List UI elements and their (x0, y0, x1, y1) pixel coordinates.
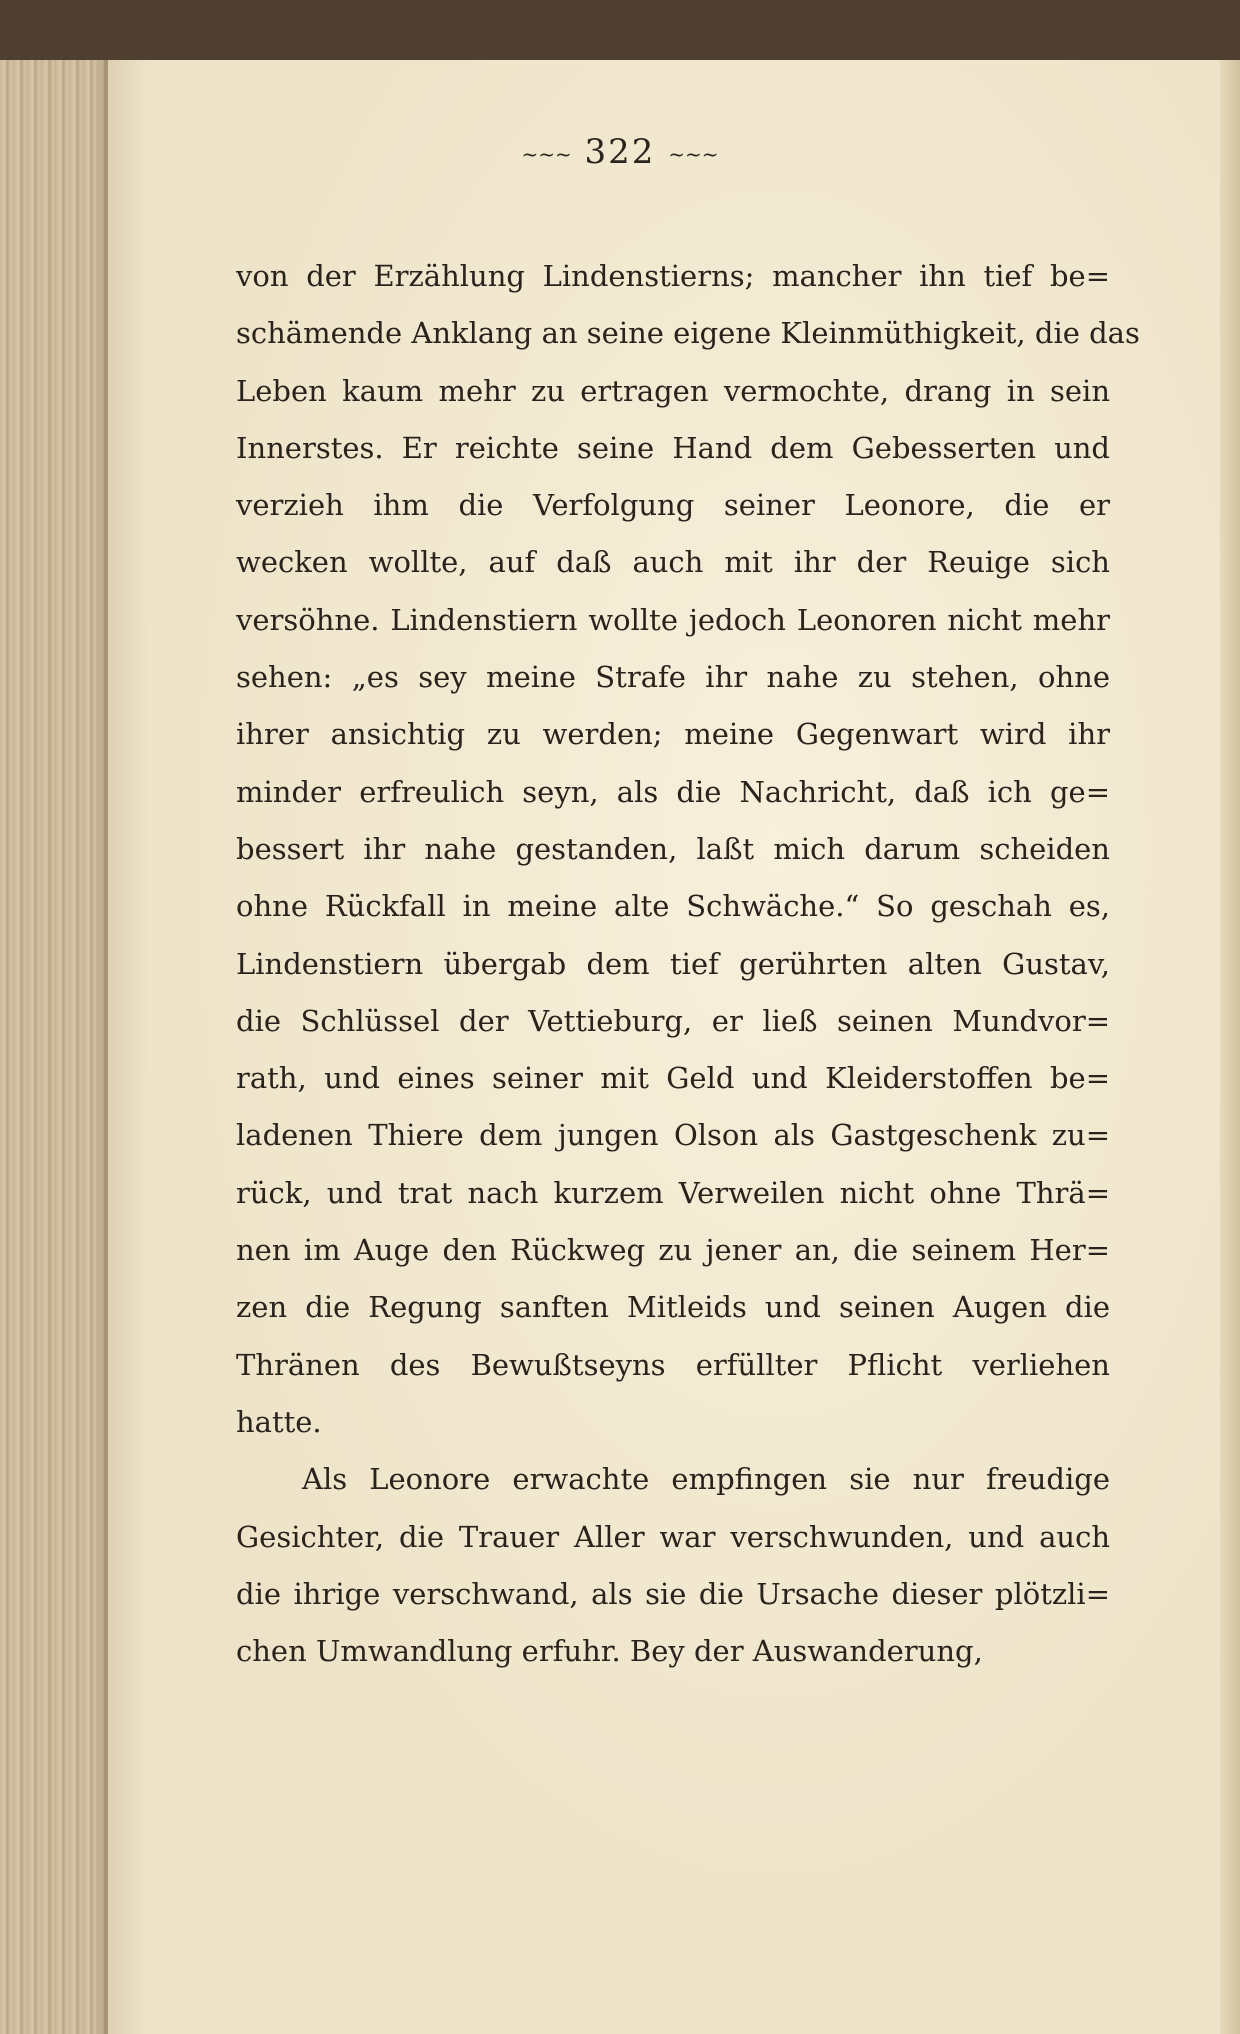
text-line: versöhne. Lindenstiern wollte jedoch Leonoren nicht mehr (236, 602, 1110, 637)
text-line: von der Erzählung Lindenstierns; mancher ihn tief be= (236, 259, 1110, 293)
text-line: ihrer ansichtig zu werden; meine Gegenwart wird ihr (236, 717, 1110, 752)
text-line: Thränen des Bewußtseyns erfüllter Pflicht verliehen (236, 1347, 1110, 1382)
body-text (236, 248, 1140, 1680)
text-line: bessert ihr nahe gestanden, laßt mich darum scheiden (236, 831, 1110, 866)
text-line: wecken wollte, auf daß auch mit ihr der Reuige sich (236, 545, 1110, 580)
text-line: hatte. (236, 1404, 322, 1439)
page-right-edge (1220, 60, 1240, 2034)
text-line: zen die Regung sanften Mitleids und seinen Augen die (236, 1290, 1110, 1325)
text-line: Als Leonore erwachte empfingen sie nur freudige (302, 1462, 1110, 1497)
text-line: rück, und trat nach kurzem Verweilen nicht ohne Thrä= (236, 1175, 1110, 1210)
header-ornament-left: ~~~ (521, 142, 572, 166)
text-line: nen im Auge den Rückweg zu jener an, die seinem Her= (236, 1233, 1110, 1268)
text-line: Gesichter, die Trauer Aller war verschwunden, und auch (236, 1519, 1110, 1554)
page-number: 322 (584, 132, 656, 172)
header-ornament-right: ~~~ (668, 142, 719, 166)
text-line: schämende Anklang an seine eigene Kleinmüthigkeit, die das (236, 316, 1140, 351)
text-line: ladenen Thiere dem jungen Olson als Gastgeschenk zu= (236, 1118, 1110, 1153)
text-line: Innerstes. Er reichte seine Hand dem Gebesserten und (236, 430, 1110, 465)
text-line: die Schlüssel der Vettieburg, er ließ seinen Mundvor= (236, 1003, 1110, 1038)
text-line: Leben kaum mehr zu ertragen vermochte, drang in sein (236, 373, 1110, 408)
text-line: minder erfreulich seyn, als die Nachricht, daß ich ge= (236, 774, 1110, 809)
text-line: ohne Rückfall in meine alte Schwäche.“ So geschah es, (236, 889, 1110, 924)
text-line: sehen: „es sey meine Strafe ihr nahe zu stehen, ohne (236, 660, 1110, 695)
text-line: chen Umwandlung erfuhr. Bey der Auswanderung, (236, 1634, 983, 1669)
book-page-edges (0, 60, 110, 2034)
text-line: Lindenstiern übergab dem tief gerührten alten Gustav, (236, 946, 1110, 981)
text-line: die ihrige verschwand, als sie die Ursache dieser plötzli= (236, 1576, 1110, 1611)
page-header (0, 132, 1240, 172)
text-line: rath, und eines seiner mit Geld und Kleiderstoffen be= (236, 1061, 1110, 1096)
text-line: verzieh ihm die Verfolgung seiner Leonore, die er (236, 488, 1110, 523)
paragraph (236, 1451, 1110, 1680)
paragraph (236, 248, 1140, 1451)
